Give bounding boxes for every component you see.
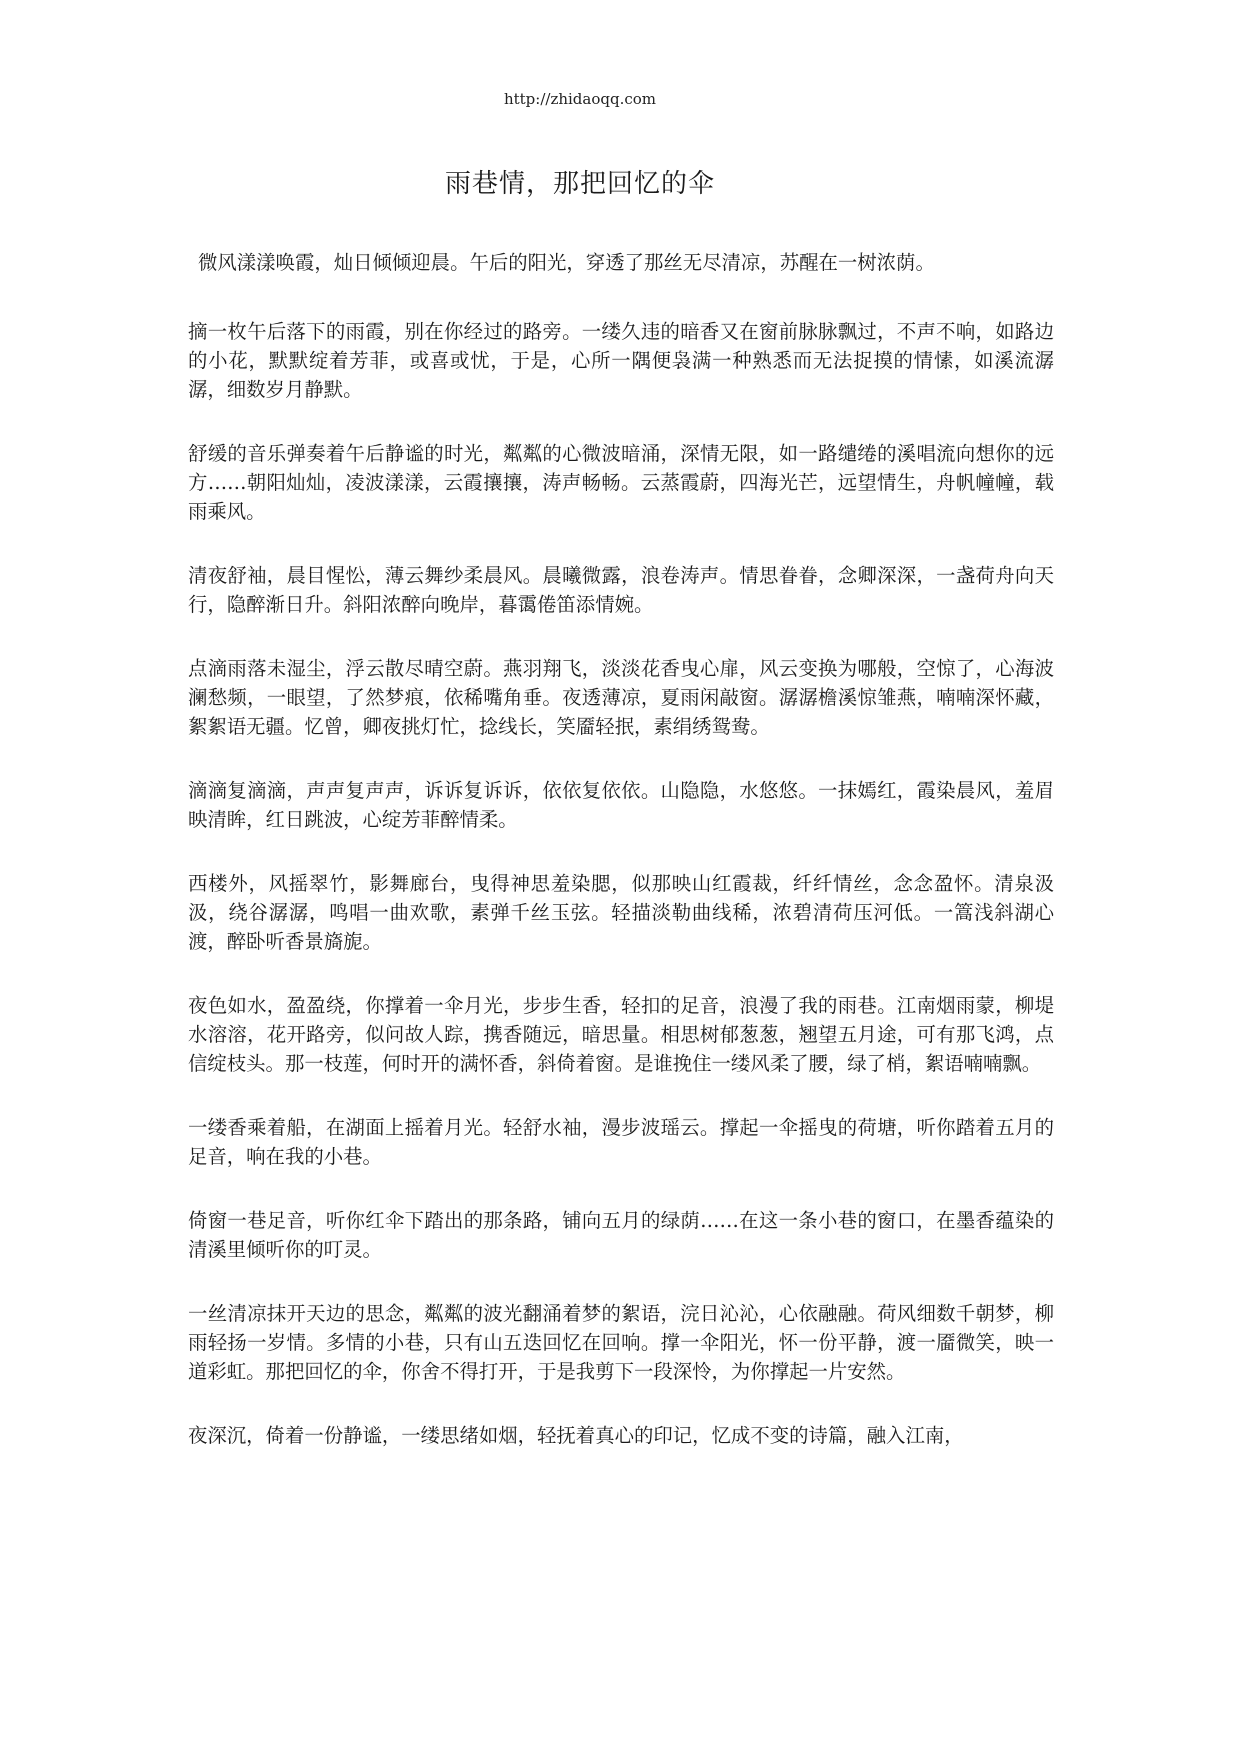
paragraph: 倚窗一巷足音，听你红伞下踏出的那条路，铺向五月的绿荫……在这一条小巷的窗口，在墨香蕴染的清溪里倾听你的叮灵。 — [188, 1209, 1054, 1261]
document-title: 雨巷情，那把回忆的伞 — [444, 169, 715, 199]
paragraph: 一缕香乘着船，在湖面上摇着月光。轻舒水袖，漫步波瑶云。撑起一伞摇曳的荷塘，听你踏着五月的足音，响在我的小巷。 — [188, 1116, 1054, 1168]
paragraph: 滴滴复滴滴，声声复声声，诉诉复诉诉，依依复依依。山隐隐，水悠悠。一抹嫣红，霞染晨风，羞眉映清眸，红日跳波，心绽芳菲醉情柔。 — [188, 779, 1054, 831]
paragraph: 舒缓的音乐弹奏着午后静谧的时光，粼粼的心微波暗涌，深情无限，如一路缱绻的溪唱流向想你的远方……朝阳灿灿，凌波漾漾，云霞攘攘，涛声畅畅。云蒸霞蔚，四海光芒，远望情生，舟帆幢幢，载雨乘风。 — [188, 442, 1054, 523]
document-body — [188, 248, 1054, 1485]
header-url: http://zhidaoqq.com — [503, 90, 657, 108]
paragraph: 摘一枚午后落下的雨霞，别在你经过的路旁。一缕久违的暗香又在窗前脉脉飘过，不声不响，如路边的小花，默默绽着芳菲，或喜或忧，于是，心所一隅便袅满一种熟悉而无法捉摸的情愫，如溪流潺潺，细数岁月静默。 — [188, 320, 1054, 401]
paragraph: 西楼外，风摇翠竹，影舞廊台，曳得神思羞染腮，似那映山红霞裁，纤纤情丝，念念盈怀。清泉汲汲，绕谷潺潺，鸣唱一曲欢歌，素弹千丝玉弦。轻描淡勒曲线稀，浓碧清荷压河低。一篙浅斜湖心渡，醉卧听香景旖旎。 — [188, 872, 1054, 953]
paragraph: 清夜舒袖，晨目惺忪，薄云舞纱柔晨风。晨曦微露，浪卷涛声。情思眷眷，念卿深深，一盏荷舟向天行，隐醉渐日升。斜阳浓醉向晚岸，暮霭倦笛添情婉。 — [188, 564, 1054, 616]
paragraph: 微风漾漾唤霞，灿日倾倾迎晨。午后的阳光，穿透了那丝无尽清凉，苏醒在一树浓荫。 — [198, 251, 935, 274]
paragraph: 夜深沉，倚着一份静谧，一缕思绪如烟，轻抚着真心的印记，忆成不变的诗篇，融入江南， — [188, 1424, 964, 1447]
paragraph: 一丝清凉抹开天边的思念，粼粼的波光翻涌着梦的絮语，浣日沁沁，心依融融。荷风细数千朝梦，柳雨轻扬一岁情。多情的小巷，只有山五迭回忆在回响。撑一伞阳光，怀一份平静，渡一靥微笑，映一道彩虹。那把回忆的伞，你舍不得打开，于是我剪下一段深怜，为你撑起一片安然。 — [188, 1302, 1054, 1383]
paragraph: 点滴雨落未湿尘，浮云散尽晴空蔚。燕羽翔飞，淡淡花香曳心扉，风云变换为哪般，空惊了，心海波澜愁频，一眼望，了然梦痕，依稀嘴角垂。夜透薄凉，夏雨闲敲窗。潺潺檐溪惊雏燕，喃喃深怀藏，絮絮语无疆。忆曾，卿夜挑灯忙，捻线长，笑靥轻抿，素绢绣鸳鸯。 — [188, 657, 1054, 738]
paragraph: 夜色如水，盈盈绕，你撑着一伞月光，步步生香，轻扣的足音，浪漫了我的雨巷。江南烟雨蒙，柳堤水溶溶，花开路旁，似问故人踪，携香随远，暗思量。相思树郁葱葱，翘望五月途，可有那飞鸿，点信绽枝头。那一枝莲，何时开的满怀香，斜倚着窗。是谁挽住一缕风柔了腰，绿了梢，絮语喃喃飘。 — [188, 994, 1054, 1075]
